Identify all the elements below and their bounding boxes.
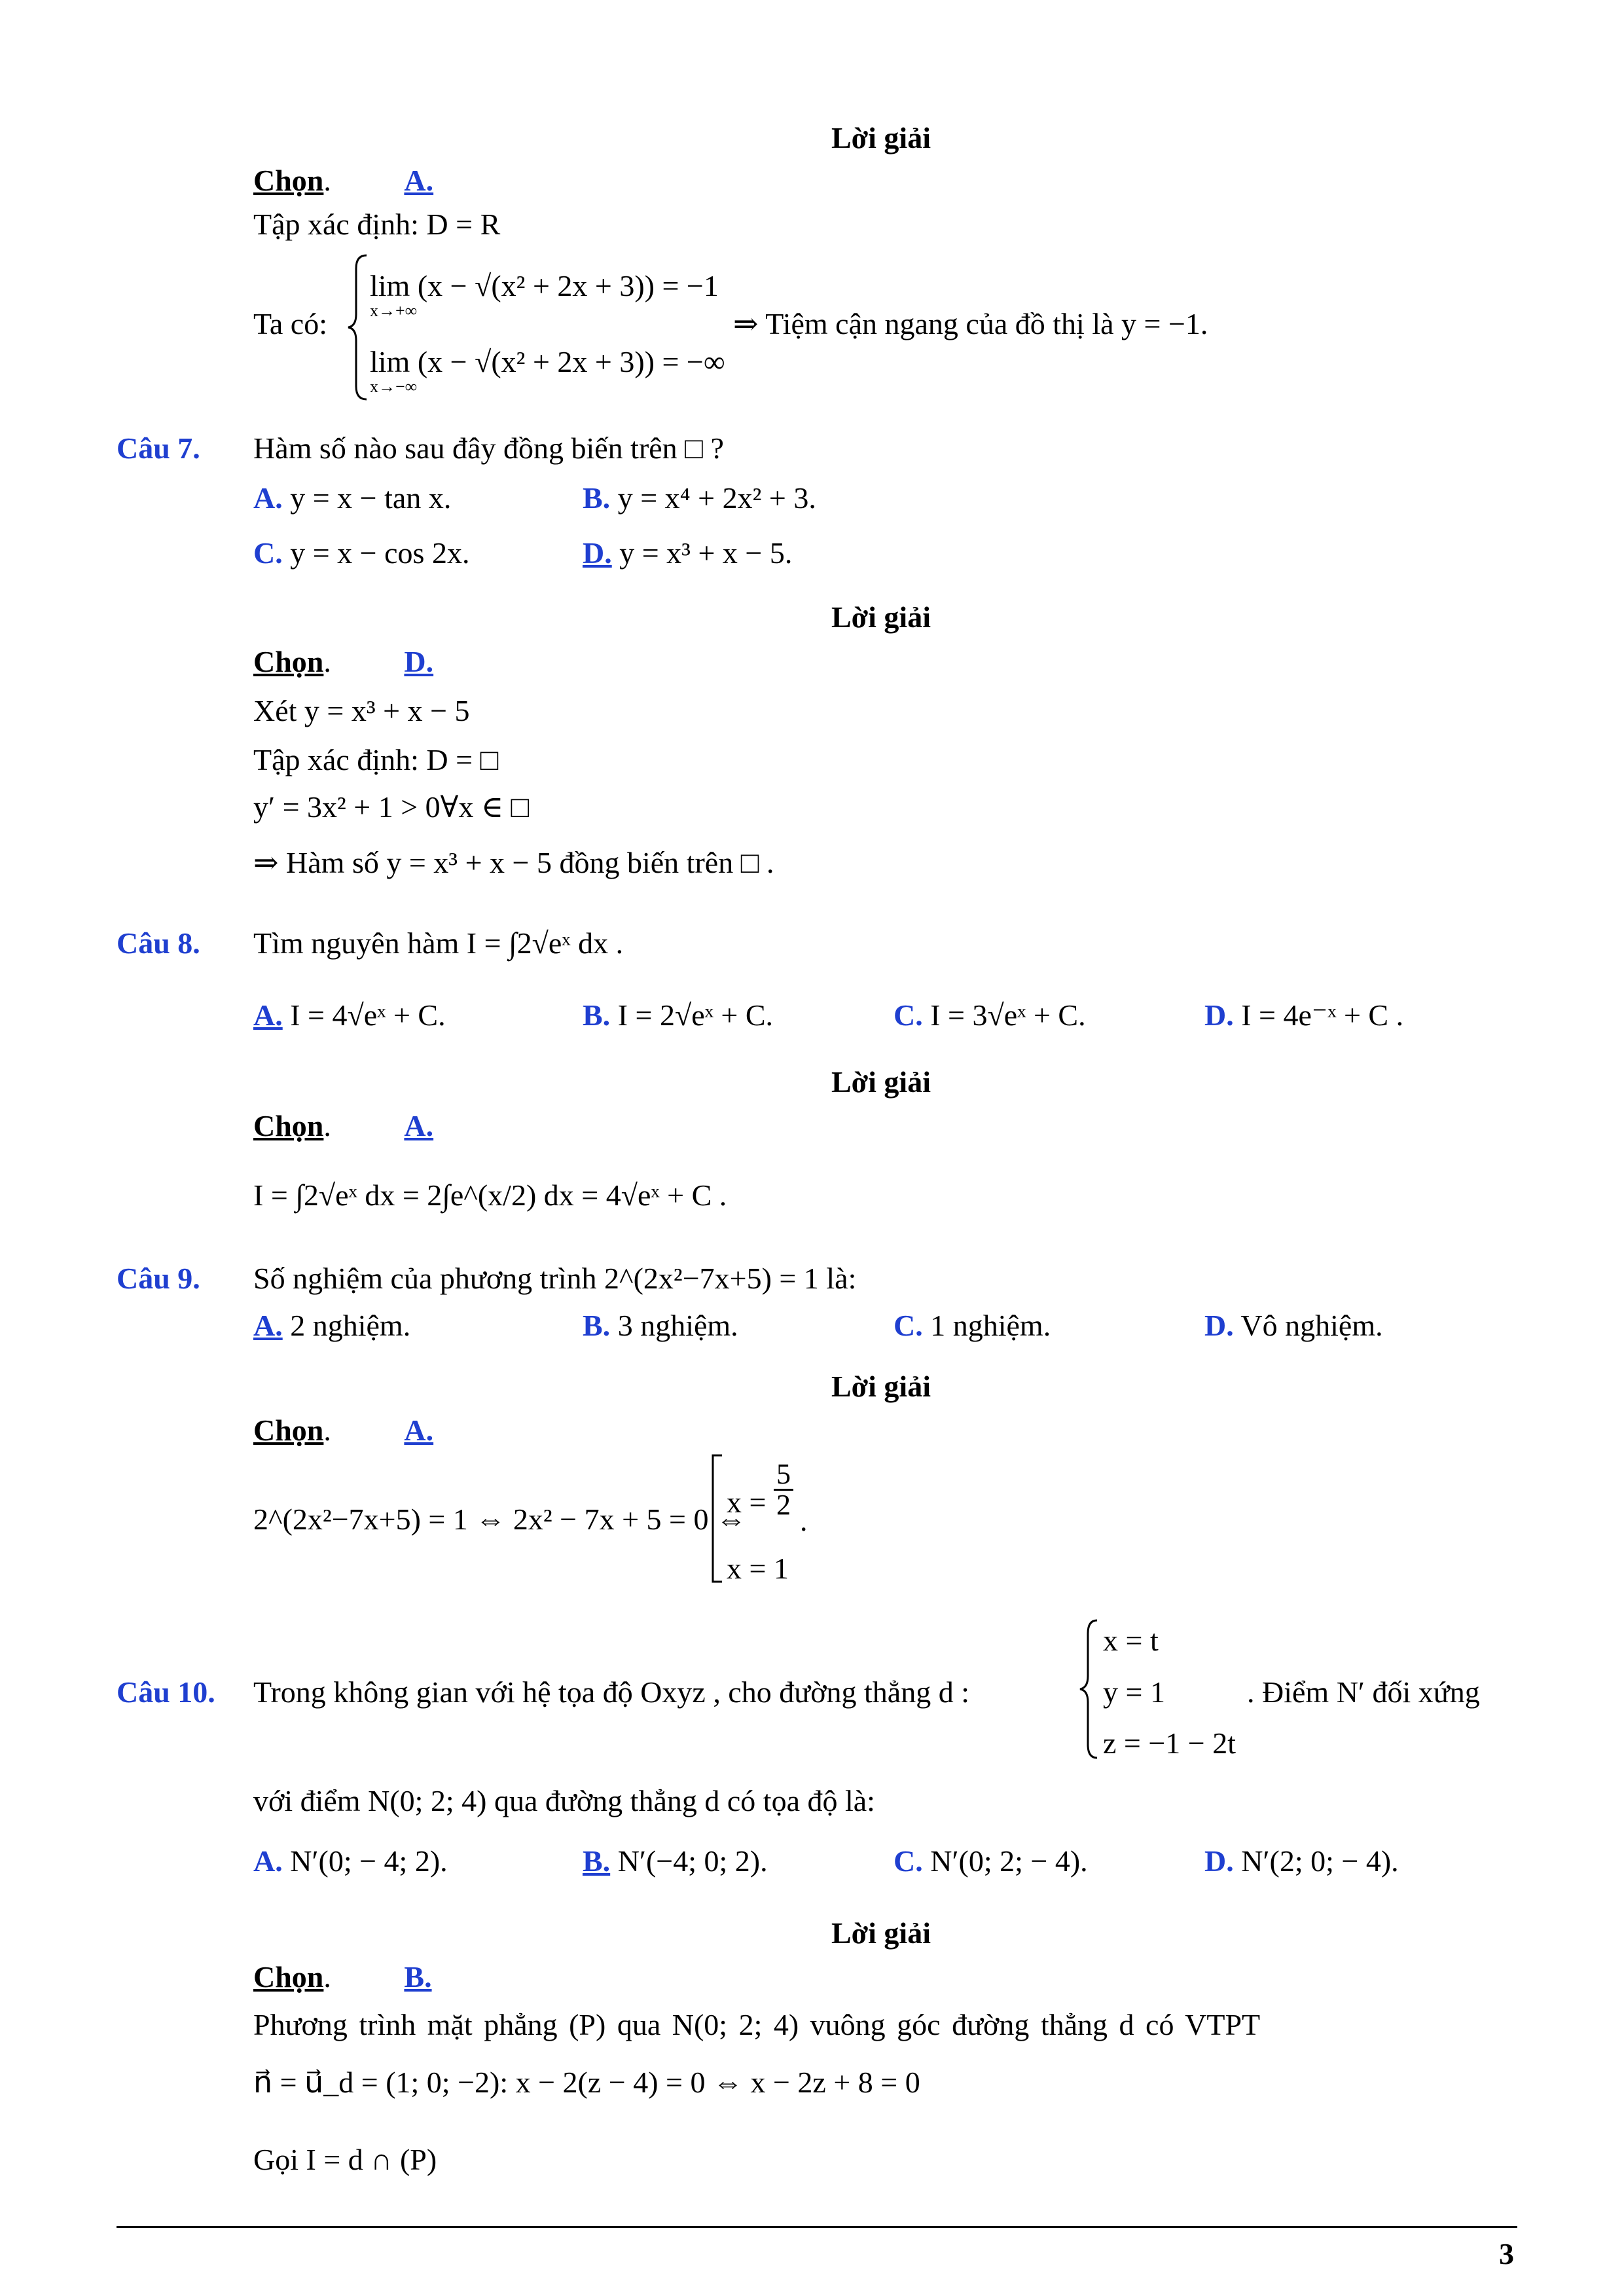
- solution-heading: Lời giải: [831, 1370, 931, 1403]
- question-text-line2: với điểm N(0; 2; 4) qua đường thẳng d có tọa độ là:: [253, 1784, 875, 1817]
- option-a: A. N′(0; − 4; 2).: [253, 1844, 448, 1878]
- choose-line: Chọn. A.: [253, 1109, 434, 1142]
- option-a: A. 2 nghiệm.: [253, 1309, 411, 1342]
- ta-co-label: Ta có:: [253, 307, 328, 340]
- question-text: Tìm nguyên hàm I = ∫2√eˣ dx .: [253, 926, 624, 960]
- answer-key: A.: [404, 1109, 434, 1142]
- system-eq-x: x = t: [1103, 1624, 1159, 1657]
- limit-plus-inf: lim (x − √(x² + 2x + 3)) = −1: [370, 269, 719, 302]
- question-text: Hàm số nào sau đây đồng biến trên □ ?: [253, 431, 724, 465]
- question-label: Câu 10.: [117, 1675, 215, 1709]
- domain-line: Tập xác định: D = R: [253, 208, 501, 241]
- solution-heading: Lời giải: [831, 1065, 931, 1099]
- asymptote-conclusion: ⇒ Tiệm cận ngang của đồ thị là y = −1.: [733, 307, 1208, 340]
- answer-key: A.: [404, 1413, 434, 1447]
- solution-line: y′ = 3x² + 1 > 0∀x ∈ □: [253, 790, 530, 824]
- system-eq-y: y = 1: [1103, 1675, 1165, 1709]
- question-label: Câu 7.: [117, 431, 200, 465]
- question-text-end: . Điểm N′ đối xứng: [1247, 1675, 1480, 1709]
- solution-heading: Lời giải: [831, 600, 931, 634]
- choose-line: Chọn. A.: [253, 164, 434, 197]
- option-d: D. Vô nghiệm.: [1204, 1309, 1383, 1342]
- limit-minus-inf-sub: x→−∞: [370, 377, 418, 396]
- solution-line: Tập xác định: D = □: [253, 743, 499, 776]
- answer-key: A.: [404, 164, 434, 197]
- solution-line: Phương trình mặt phẳng (P) qua N(0; 2; 4) vuông góc đường thẳng d có VTPT: [253, 2008, 1261, 2041]
- option-d: D. N′(2; 0; − 4).: [1204, 1844, 1399, 1878]
- root-1-fraction: $\frac{5}{2}$: [774, 1460, 793, 1520]
- option-c: C. N′(0; 2; − 4).: [893, 1844, 1088, 1878]
- page-number: 3: [1499, 2237, 1514, 2270]
- answer-key: B.: [404, 1960, 432, 1994]
- system-eq-z: z = −1 − 2t: [1103, 1726, 1236, 1760]
- solution-line: I = ∫2√eˣ dx = 2∫e^(x/2) dx = 4√eˣ + C .: [253, 1178, 727, 1212]
- root-2: x = 1: [727, 1552, 789, 1585]
- solution-line: Xét y = x³ + x − 5: [253, 694, 470, 727]
- root-bracket: [709, 1453, 729, 1584]
- choose-line: Chọn. D.: [253, 645, 434, 678]
- question-text: Số nghiệm của phương trình 2^(2x²−7x+5) = 1 là:: [253, 1262, 857, 1295]
- system-brace: [347, 252, 373, 403]
- limit-minus-inf: lim (x − √(x² + 2x + 3)) = −∞: [370, 345, 725, 378]
- choose-line: Chọn. B.: [253, 1960, 432, 1994]
- option-b: B. I = 2√eˣ + C.: [583, 998, 774, 1032]
- footer-rule: [117, 2226, 1517, 2228]
- solution-heading: Lời giải: [831, 1916, 931, 1950]
- choose-label: Chọn: [253, 164, 324, 197]
- question-text-start: Trong không gian với hệ tọa độ Oxyz , cho đường thẳng d :: [253, 1675, 970, 1709]
- option-c: C. 1 nghiệm.: [893, 1309, 1051, 1342]
- solution-line: n⃗ = u⃗_d = (1; 0; −2): x − 2(z − 4) = 0 ⇔ x − 2z + 8 = 0: [253, 2066, 920, 2099]
- choose-line: Chọn. A.: [253, 1413, 434, 1447]
- question-label: Câu 8.: [117, 926, 200, 960]
- solution-heading: Lời giải: [831, 121, 931, 155]
- limit-plus-inf-sub: x→+∞: [370, 301, 418, 320]
- solution-line: 2^(2x²−7x+5) = 1 ⇔ 2x² − 7x + 5 = 0 ⇔: [253, 1503, 746, 1536]
- root-1-left: x =: [727, 1485, 767, 1519]
- option-d: D. y = x³ + x − 5.: [583, 536, 793, 570]
- answer-key: D.: [404, 645, 434, 678]
- option-a: A. y = x − tan x.: [253, 481, 452, 515]
- option-a: A. I = 4√eˣ + C.: [253, 998, 446, 1032]
- solution-line: Gọi I = d ∩ (P): [253, 2143, 437, 2176]
- option-d: D. I = 4e⁻ˣ + C .: [1204, 998, 1404, 1032]
- root-1-dot: .: [800, 1504, 808, 1537]
- option-c: C. I = 3√eˣ + C.: [893, 998, 1086, 1032]
- line-system-brace: [1079, 1617, 1102, 1761]
- option-c: C. y = x − cos 2x.: [253, 536, 470, 570]
- question-label: Câu 9.: [117, 1262, 200, 1295]
- option-b: B. 3 nghiệm.: [583, 1309, 738, 1342]
- solution-line: ⇒ Hàm số y = x³ + x − 5 đồng biến trên □ .: [253, 846, 774, 879]
- option-b: B. y = x⁴ + 2x² + 3.: [583, 481, 816, 515]
- option-b: B. N′(−4; 0; 2).: [583, 1844, 768, 1878]
